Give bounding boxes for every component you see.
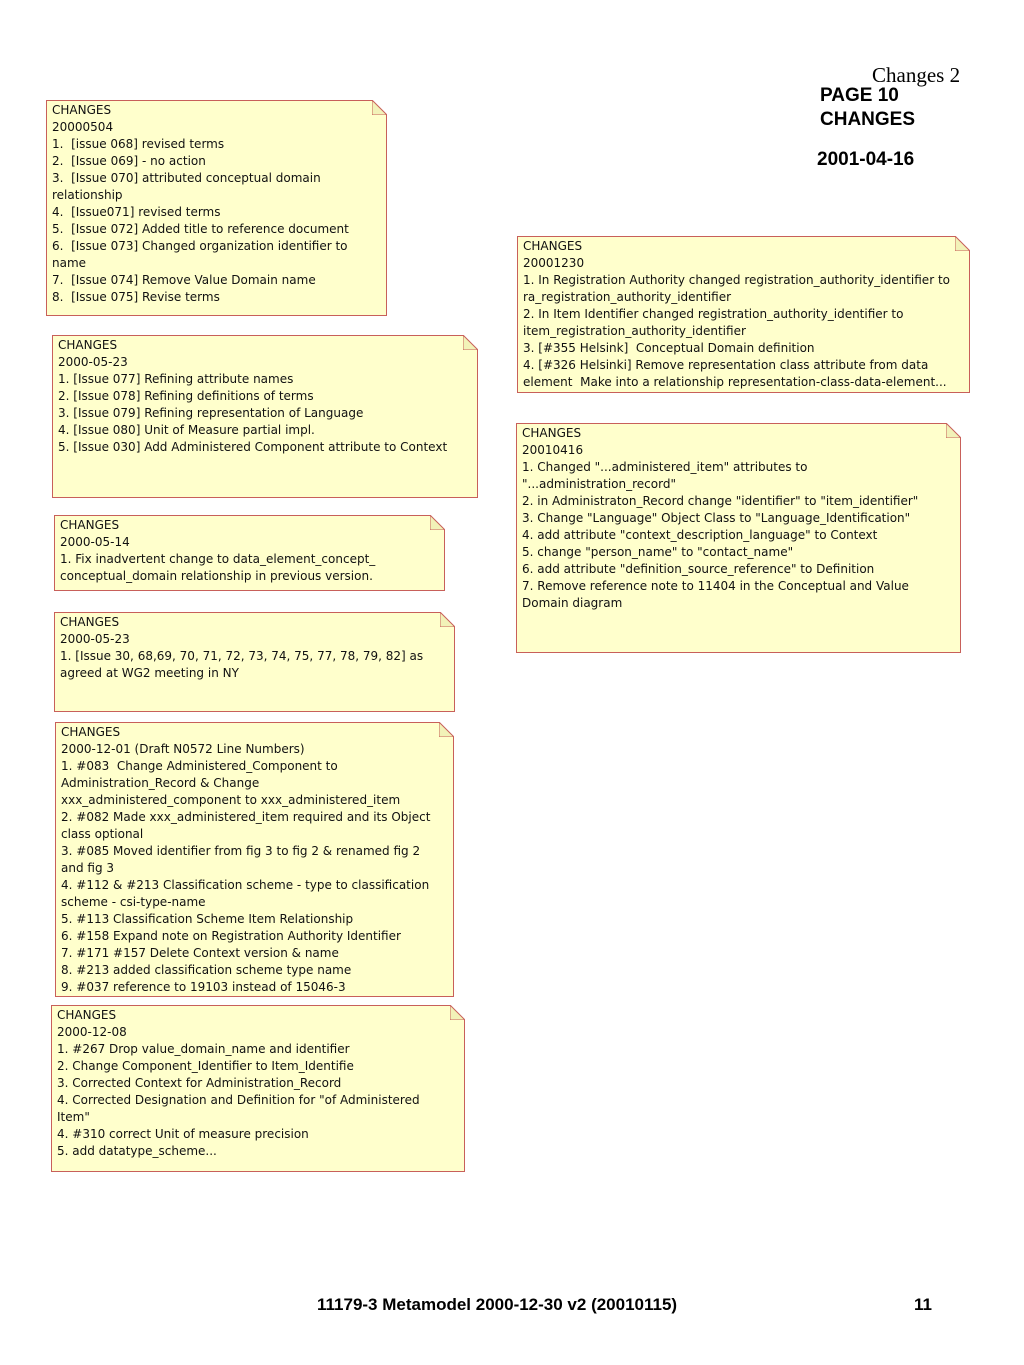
note-line: 7. #171 #157 Delete Context version & name	[61, 946, 339, 960]
note-line: 2000-05-14	[60, 535, 130, 549]
note-line: relationship	[52, 188, 123, 202]
note-title: CHANGES	[60, 518, 120, 532]
page-label-heading: CHANGES	[820, 109, 916, 130]
note-line: 2000-05-23	[60, 632, 130, 646]
note-line: scheme - csi-type-name	[61, 895, 206, 909]
note-line: 1. [Issue 077] Refining attribute names	[58, 372, 294, 386]
footer-page-number: 11	[914, 1295, 932, 1314]
folded-corner-icon	[450, 1005, 465, 1020]
note-line: 4. #112 & #213 Classification scheme - type to classification	[61, 878, 430, 892]
note-line: 20010416	[522, 443, 584, 457]
note-line: 6. [Issue 073] Changed organization identifier to	[52, 239, 348, 253]
changes-note	[55, 722, 454, 997]
changes-note	[54, 515, 445, 591]
changes-note	[51, 1005, 465, 1172]
note-line: 3. Corrected Context for Administration_Record	[57, 1076, 342, 1090]
note-line: 2. in Administraton_Record change "identifier" to "item_identifier"	[522, 494, 919, 508]
page-number-heading: PAGE 10	[820, 85, 899, 106]
note-line: 2. [Issue 069] - no action	[52, 154, 206, 168]
folded-corner-icon	[440, 612, 455, 627]
note-line: 7. Remove reference note to 11404 in the Conceptual and Value	[522, 579, 909, 593]
changes-note	[516, 423, 961, 653]
note-line: 5. [Issue 030] Add Administered Component attribute to Context	[58, 440, 448, 454]
slide-tab-title: Changes 2	[872, 63, 961, 87]
note-line: conceptual_domain relationship in previous version.	[60, 569, 373, 583]
folded-corner-icon	[955, 236, 970, 251]
changes-note	[52, 335, 478, 498]
changes-note	[46, 100, 387, 316]
note-line: 4. Corrected Designation and Definition for "of Administered	[57, 1093, 420, 1107]
note-title: CHANGES	[61, 725, 121, 739]
note-line: Item"	[57, 1110, 90, 1124]
folded-corner-icon	[946, 423, 961, 438]
note-line: class optional	[61, 827, 144, 841]
note-line: 8. [Issue 075] Revise terms	[52, 290, 220, 304]
note-line: 5. [Issue 072] Added title to reference document	[52, 222, 349, 236]
note-line: 5. #113 Classification Scheme Item Relationship	[61, 912, 354, 926]
note-title: CHANGES	[57, 1008, 117, 1022]
note-title: CHANGES	[58, 338, 118, 352]
note-line: "...administration_record"	[522, 477, 676, 491]
changes-note	[54, 612, 455, 712]
note-line: ra_registration_authority_identifier	[523, 290, 732, 304]
note-line: 2000-12-08	[57, 1025, 127, 1039]
note-line: 3. [Issue 079] Refining representation of Language	[58, 406, 364, 420]
folded-corner-icon	[372, 100, 387, 115]
note-line: 6. #158 Expand note on Registration Authority Identifier	[61, 929, 401, 943]
note-line: 1. In Registration Authority changed registration_authority_identifier to	[523, 273, 950, 287]
note-line: 1. #267 Drop value_domain_name and identifier	[57, 1042, 350, 1056]
footer-document-title: 11179-3 Metamodel 2000-12-30 v2 (20010115)	[317, 1295, 678, 1314]
note-line: 7. [Issue 074] Remove Value Domain name	[52, 273, 316, 287]
note-line: 2. In Item Identifier changed registration_authority_identifier to	[523, 307, 904, 321]
page-date: 2001-04-16	[817, 149, 915, 170]
note-title: CHANGES	[522, 426, 582, 440]
note-line: 5. add datatype_scheme...	[57, 1144, 217, 1158]
note-line: element Make into a relationship representation-class-data-element...	[523, 375, 947, 389]
note-line: 8. #213 added classification scheme type name	[61, 963, 352, 977]
note-line: 3. [#355 Helsink] Conceptual Domain definition	[523, 341, 815, 355]
note-line: xxx_administered_component to xxx_administered_item	[61, 793, 401, 807]
note-line: item_registration_authority_identifier	[523, 324, 746, 338]
note-line: 2. Change Component_Identifier to Item_Identifie	[57, 1059, 354, 1073]
folded-corner-icon	[463, 335, 478, 350]
note-line: agreed at WG2 meeting in NY	[60, 666, 239, 680]
note-line: 1. [Issue 30, 68,69, 70, 71, 72, 73, 74, 75, 77, 78, 79, 82] as	[60, 649, 424, 663]
note-title: CHANGES	[60, 615, 120, 629]
note-line: 9. #037 reference to 19103 instead of 15046-3	[61, 980, 346, 994]
note-line: 1. Changed "...administered_item" attributes to	[522, 460, 808, 474]
note-line: 4. [#326 Helsinki] Remove representation class attribute from data	[523, 358, 929, 372]
note-line: and fig 3	[61, 861, 115, 875]
note-line: 1. [issue 068] revised terms	[52, 137, 225, 151]
note-line: 20000504	[52, 120, 114, 134]
note-line: 3. #085 Moved identifier from fig 3 to fig 2 & renamed fig 2	[61, 844, 421, 858]
note-line: 6. add attribute "definition_source_reference" to Definition	[522, 562, 875, 576]
note-line: 20001230	[523, 256, 585, 270]
note-line: name	[52, 256, 87, 270]
note-line: Domain diagram	[522, 596, 623, 610]
folded-corner-icon	[439, 722, 454, 737]
note-line: Administration_Record & Change	[61, 776, 260, 790]
folded-corner-icon	[430, 515, 445, 530]
note-line: 4. [Issue071] revised terms	[52, 205, 221, 219]
note-line: 2. #082 Made xxx_administered_item required and its Object	[61, 810, 431, 824]
note-line: 3. Change "Language" Object Class to "Language_Identification"	[522, 511, 911, 525]
note-line: 2000-05-23	[58, 355, 128, 369]
note-line: 1. Fix inadvertent change to data_element_concept_	[60, 552, 376, 566]
note-line: 4. [Issue 080] Unit of Measure partial impl.	[58, 423, 315, 437]
note-title: CHANGES	[52, 103, 112, 117]
note-line: 5. change "person_name" to "contact_name"	[522, 545, 794, 559]
note-line: 4. add attribute "context_description_language" to Context	[522, 528, 878, 542]
note-line: 1. #083 Change Administered_Component to	[61, 759, 338, 773]
changes-note	[517, 236, 970, 393]
note-title: CHANGES	[523, 239, 583, 253]
note-line: 4. #310 correct Unit of measure precision	[57, 1127, 309, 1141]
note-line: 2. [Issue 078] Refining definitions of terms	[58, 389, 314, 403]
note-line: 3. [Issue 070] attributed conceptual domain	[52, 171, 321, 185]
note-line: 2000-12-01 (Draft N0572 Line Numbers)	[61, 742, 305, 756]
